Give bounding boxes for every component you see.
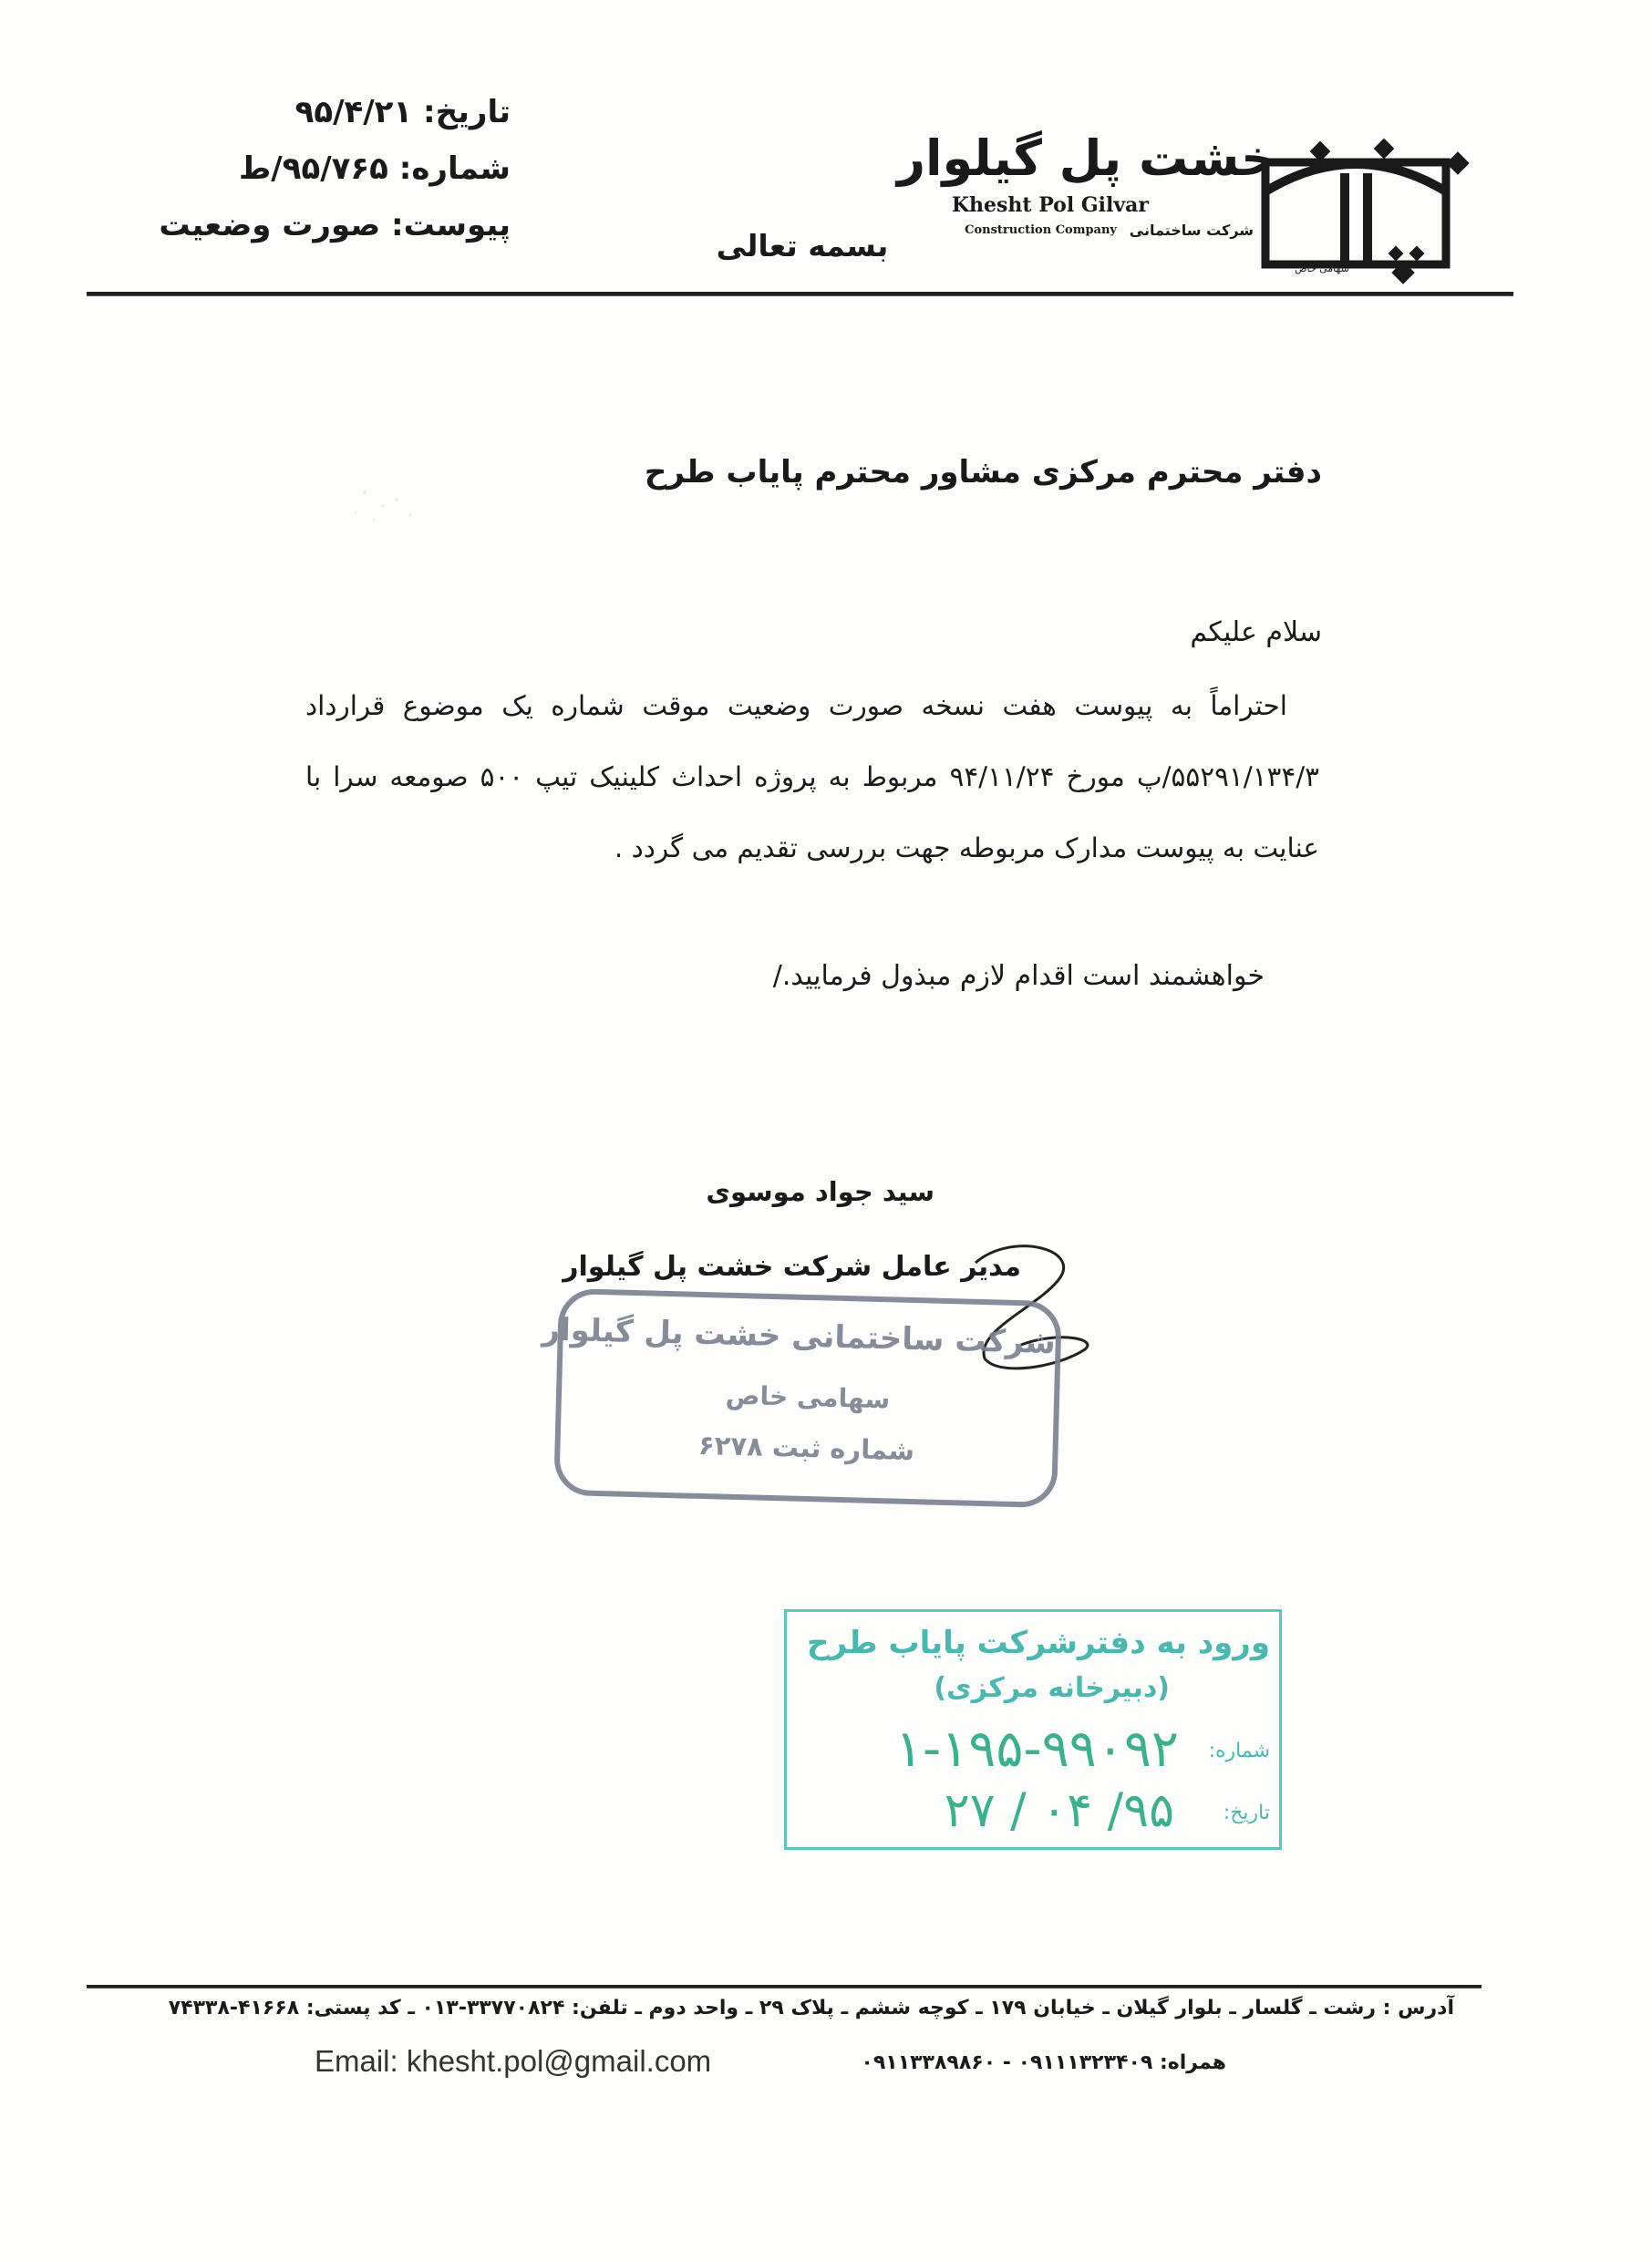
stamp-registration: شماره ثبت ۶۲۷۸ [697,1429,915,1467]
company-logo-icon [1258,137,1495,292]
company-name-en: Khesht Pol Gilvar [951,193,1149,217]
logo-caption: سهامی خاص [1295,263,1349,274]
letter-date: تاریخ: ۹۵/۴/۲۱ [294,94,511,130]
header-divider [87,292,1513,296]
bleed-through-mark [228,456,447,556]
receipt-stamp-title: ورود به دفترشرکت پایاب طرح [806,1625,1270,1661]
company-subtitle-fa: شرکت ساختمانی [1129,222,1254,239]
company-subtitle-en: Construction Company [965,223,1117,237]
receipt-date-value: ۹۵/ ۰۴ / ۲۷ [944,1783,1174,1838]
letter-body [305,670,1319,883]
signer-title: مدیر عامل شرکت خشت پل گیلوار [563,1251,1021,1283]
letter-body-paragraph: احتراماً به پیوست هفت نسخه صورت وضعیت موقت شماره یک موضوع قرارداد ۵۵۲۹۱/۱۳۴/۳/پ مورخ ۹۴/۱۱/۲۴ مربوط به پروژه احداث کلینیک تیپ ۵۰۰ صومعه سرا با عنایت به پیوست مدارک مربوطه جهت بررسی تقدیم می گردد . [305,690,1320,863]
stamp-company-name: شرکت ساختمانی خشت پل گیلوار [542,1311,1057,1362]
signer-name: سید جواد موسوی [706,1176,934,1207]
letter-meta [159,84,511,253]
letter-number: شماره: ۹۵/۷۶۵/ط [239,150,511,187]
greeting: سلام علیکم [1190,616,1322,648]
receipt-number-value: ۱-۱۹۵-۹۹۰۹۲ [894,1720,1179,1779]
receipt-date-label: تاریخ: [1223,1802,1270,1824]
footer-divider [87,1985,1482,1988]
basmala: بسمه تعالی [716,228,889,263]
footer-address: آدرس : رشت ـ گلسار ـ بلوار گیلان ـ خیابان ۱۷۹ ـ کوچه ششم ـ پلاک ۲۹ ـ واحد دوم ـ تلفن: ۳۳۷۷۰۸۲۴-۰۱۳ ـ کد پستی: ۴۱۶۶۸-۷۴۳۳۸ [168,1997,1454,2019]
receipt-stamp-subtitle: (دبیرخانه مرکزی) [934,1672,1170,1704]
closing-line: خواهشمند است اقدام لازم مبذول فرمایید./ [772,960,1265,992]
recipient: دفتر محترم مرکزی مشاور محترم پایاب طرح [644,454,1322,491]
company-stamp [542,1288,1062,1508]
footer-mobile: همراه: ۰۹۱۱۱۳۲۳۴۰۹ - ۰۹۱۱۳۳۸۹۸۶۰ [861,2051,1226,2074]
letter-attachment: پیوست: صورت وضعیت [159,207,511,243]
receipt-number-label: شماره: [1208,1740,1270,1762]
stamp-company-type: سهامی خاص [725,1379,891,1415]
footer-email: Email: khesht.pol@gmail.com [315,2044,712,2078]
company-name-fa: خشت پل گیلوار [896,129,1276,187]
receipt-stamp [784,1609,1282,1850]
